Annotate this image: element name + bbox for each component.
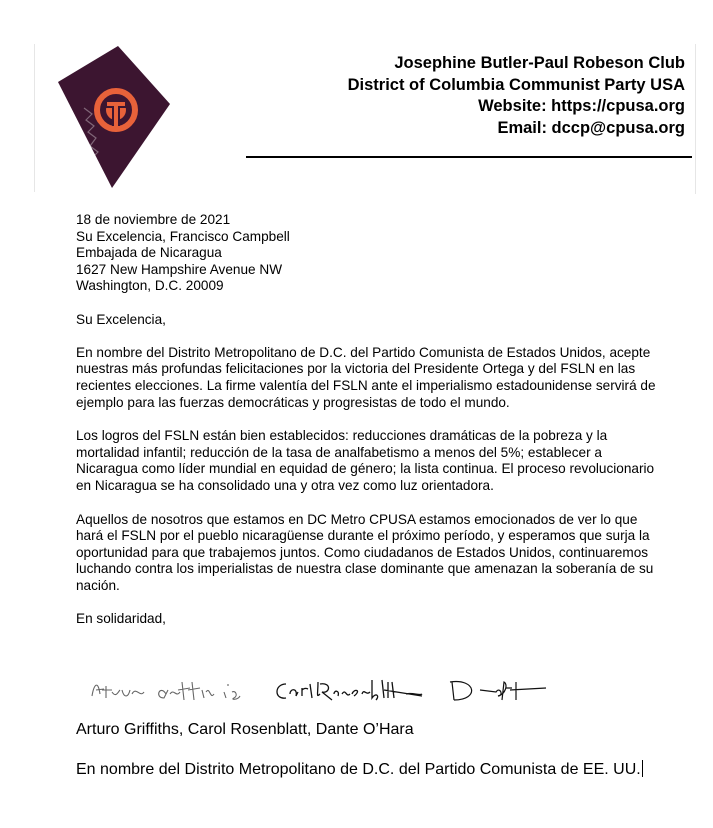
signer-names: Arturo Griffiths, Carol Rosenblatt, Dante O’Hara: [76, 721, 414, 738]
header-border-right: [695, 44, 696, 194]
text-cursor: [642, 760, 643, 777]
recipient-name: Su Excelencia, Francisco Campbell: [76, 228, 290, 244]
closing: En solidaridad,: [76, 611, 166, 627]
header-border-left: [34, 44, 35, 192]
signature-arturo-griffiths: [88, 672, 248, 712]
signature-dante: [446, 672, 556, 712]
footer-text: [76, 760, 656, 781]
address-block: [76, 212, 656, 295]
recipient-city: Washington, D.C. 20009: [76, 278, 224, 294]
website: Website: https://cpusa.org: [478, 97, 685, 115]
salutation: Su Excelencia,: [76, 311, 166, 327]
recipient-org: Embajada de Nicaragua: [76, 245, 222, 261]
letter-body: [76, 212, 656, 645]
club-name: Josephine Butler-Paul Robeson Club: [394, 54, 685, 72]
footer-line: En nombre del Distrito Metropolitano de D.C. del Partido Comunista de EE. UU.: [76, 761, 641, 778]
letter-date: 18 de noviembre de 2021: [76, 212, 231, 227]
email: Email: dccp@cpusa.org: [497, 118, 685, 137]
signature-carol-rosenblatt: [272, 672, 422, 712]
paragraph: Aquellos de nosotros que estamos en DC Metro CPUSA estamos emocionados de ver lo que hará el FSLN por el pueblo nicaragüense durante el próximo período, y esperamos que surja la oportunidad para que trabajemos juntos. Como ciudadanos de Estados Unidos, continuaremos luchando contra los imperialistas de nuestra clase dominante que amenazan la soberanía de su nación.: [76, 511, 654, 593]
header-rule: [246, 156, 692, 158]
recipient-street: 1627 New Hampshire Avenue NW: [76, 261, 283, 277]
paragraph: Los logros del FSLN están bien establecidos: reducciones dramáticas de la pobreza y la mortalidad infantil; reducción de la tasa de analfabetismo a menos del 5%; establecer a Nicaragua como líder mundial en equidad de género; la lista continua. El proceso revolucionario en Nicaragua se ha consolidado una y otra vez como luz orientadora.: [76, 428, 655, 493]
dc-map-hammer-sickle-logo-icon: [56, 46, 174, 188]
paragraph: En nombre del Distrito Metropolitano de D.C. del Partido Comunista de Estados Unidos, acepte nuestras más profundas felicitaciones por la victoria del Presidente Ortega y del FSLN en las recientes elecciones. La firme valentía del FSLN ante el imperialismo estadounidense servirá de ejemplo para las fuerzas democráticas y progresistas de todo el mundo.: [76, 344, 656, 410]
letterhead-text: [348, 53, 685, 139]
party-name: District of Columbia Communist Party USA: [347, 75, 685, 94]
